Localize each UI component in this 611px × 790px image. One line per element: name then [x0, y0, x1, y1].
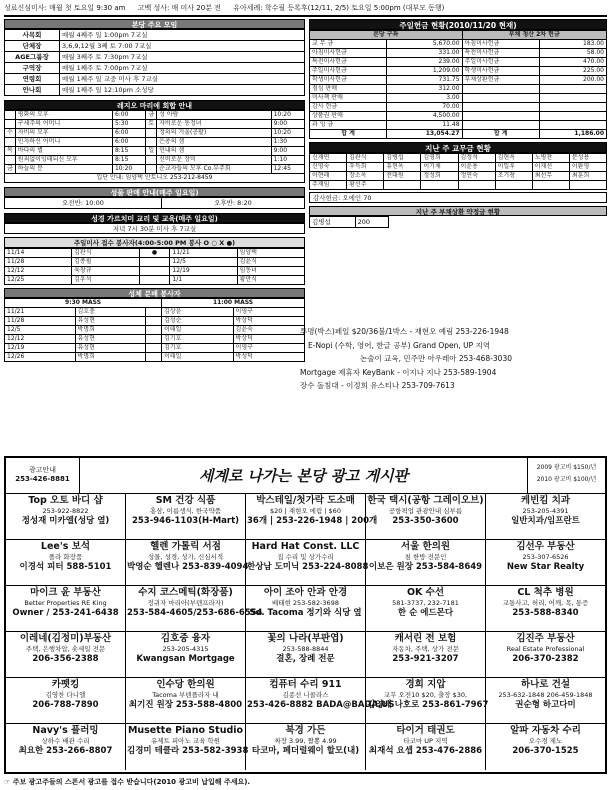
ad-card	[6, 678, 126, 724]
table-row: 12/26 박명희 이태일 박성덕	[5, 353, 305, 362]
ad-subtitle: 253-205-4315	[162, 645, 209, 653]
ad-subtitle: Tacoma 부텐플라자 내	[152, 691, 219, 699]
ad-contact: 253-921-3207	[392, 654, 459, 664]
table-row: 감사 헌금 70.00	[310, 103, 607, 112]
sunday-duty-table	[4, 248, 305, 285]
ad-card	[486, 724, 605, 770]
right-column	[309, 19, 607, 228]
ad-subtitle: 성물, 성경, 성가, 신심서적	[147, 553, 224, 561]
ad-subtitle: 253-922-8822	[42, 507, 89, 515]
ads-info-line: 투명(박스)페일 $20/36불/1박스 - 재현오 예림 253-226-1948	[300, 327, 509, 336]
ad-subtitle: 집 수리 및 상가수리	[277, 553, 334, 561]
ad-card	[246, 494, 378, 540]
ad-contact: 결혼, 장례 전문	[276, 654, 335, 664]
table-row: 11/28 김종필 12/5 김윤식	[5, 258, 305, 267]
ad-subtitle: 교통사고, 허리, 어깨, 목, 통증	[502, 599, 589, 607]
table-row: 김병섭 200	[310, 217, 389, 228]
table-row: AGE그룹장 매월 3째주 토 7:30pm 7교실	[5, 52, 305, 63]
ad-title: SM 건강 식품	[155, 495, 216, 506]
ad-subtitle: 공항픽업 관광안내 심부름	[388, 507, 463, 515]
ad-card	[6, 494, 126, 540]
table-row: 11/21 김호중 김상윤 이영구	[5, 308, 305, 317]
ad-subtitle: 김종선 니콜라스	[282, 691, 329, 699]
devotion-table	[4, 110, 305, 183]
table-row: 교 무 금 5,670.00 아침미사헌금 183.00	[310, 40, 607, 49]
ad-subtitle: 폴라 화장품	[48, 553, 83, 561]
header-item-1: 성료신심미사: 매월 첫 토요일 9:30 am	[4, 4, 126, 12]
ad-contact: New Star Realty	[506, 562, 585, 572]
ad-card	[486, 494, 605, 540]
ad-contact: 253-426-8882 BADA@BADA.US	[247, 700, 395, 710]
table-row: 금 하늘의 문 10:20 순교자들의 모후 Co.부주회 12:45	[5, 165, 305, 174]
ad-contact: 206-356-2388	[32, 654, 99, 664]
ad-card	[6, 540, 126, 586]
schedule-title: 본당 주요 모임	[4, 19, 305, 29]
ad-contact: 권순형 하고다미	[515, 700, 576, 710]
ad-title: Musette Piano Studio	[127, 725, 244, 736]
ad-card	[246, 724, 366, 770]
ad-subtitle: $20 | 재현오 에림 | $60	[270, 507, 341, 515]
table-row: 주일미사헌금 1,209.00 학생미사헌금 225.00	[310, 67, 607, 76]
left-column	[4, 19, 305, 362]
ad-contact: 한 순 에드몬다	[397, 608, 454, 618]
table-row: 신재연 김관식 김병섭 김영희 김정석 김현옥 노병찬 문성용	[310, 154, 607, 163]
ad-title: 박스테일/첫가락 도소매	[256, 495, 355, 506]
table-row: 이현래 장소옥 전대원 정성희 정연숙 조기창 최선무 최훈희	[310, 172, 607, 181]
ad-card	[486, 586, 605, 632]
ad-title: 한국 택시(공항 그레이오브)	[367, 495, 484, 506]
ad-contact: 김경미 테클라 253-582-3938	[127, 746, 249, 756]
ads-info	[300, 325, 605, 393]
ad-title: 경희 지압	[405, 679, 446, 690]
ad-subtitle: 침 한방 전문인	[404, 553, 447, 561]
ad-subtitle: 김영찬 다니엘	[45, 691, 86, 699]
ad-title: Navy's 플러밍	[32, 725, 99, 736]
donors-table	[309, 153, 607, 190]
ad-contact: 일반치과/임프란트	[511, 516, 580, 526]
ad-contact: 김영배 나호로 253-861-7967	[367, 700, 489, 710]
lectio-title: 성경 가르치미 교리 및 교육(매주 일요일)	[4, 213, 305, 223]
ad-card	[246, 632, 366, 678]
header-item-3: 유아세례: 학수필 등록후(12/11, 2/5) 토요일 5:00pm (대부모 동행)	[233, 4, 445, 12]
ad-contact: Kwangsan Mortgage	[136, 654, 235, 664]
ad-title: 꽃의 나라(부판엽)	[267, 633, 344, 644]
ad-card	[126, 724, 249, 770]
table-row: 점심 판매 312.00	[310, 85, 607, 94]
ad-contact: 이보은 원장 253-584-8649	[368, 562, 483, 572]
ad-title: 하나로 건설	[520, 679, 571, 690]
office-title: 성물 판매 안내(매주 일요일)	[4, 187, 305, 197]
table-row: 12/25 김우석 1/1 황만식	[5, 276, 305, 285]
ad-card	[126, 494, 246, 540]
ad-contact: 253-350-3600	[392, 516, 459, 526]
ad-title: 카펫킹	[51, 679, 80, 690]
ad-contact: 한상남 도미닉 253-224-8088	[247, 562, 369, 572]
ad-title: 아이 조아 안과 안경	[263, 587, 348, 598]
ad-contact: Owner / 253-241-6438	[12, 608, 119, 618]
ad-card	[486, 678, 605, 724]
table-row: 상품권 판매 4,500.00	[310, 112, 607, 121]
office-close: 오후반: 8:20	[161, 198, 304, 209]
table-row: 12/12 육창규 12/19 임동녀	[5, 267, 305, 276]
table-row: 미사책 판매 3.00	[310, 94, 607, 103]
ad-subtitle: 유제트 피아노 교육 학원	[151, 737, 220, 745]
ad-card	[6, 632, 126, 678]
ad-card	[126, 632, 246, 678]
ad-card	[366, 494, 486, 540]
ad-contact: 박영순 헬렌나 253-839-4094	[127, 562, 249, 572]
ad-card	[126, 586, 263, 632]
ad-contact: 최재석 요셉 253-476-2886	[368, 746, 483, 756]
altar-table: 9:30 MASS 11:00 MASS 11/21 김호중 김상윤 이영구 11/28 유성현 김성순 박상덕 12/5 박명희 이태일 김윤숙 12/12 유성현 김기호 박상덕 12/19 유성현 김기호 이영구 12/26 박명희 이태일 박성덕	[4, 298, 305, 362]
ad-title: 인수당 한의원	[156, 679, 215, 690]
ads-info-line: 장수 돌침대 - 이정희 유스티나 253-709-7613	[300, 381, 455, 390]
altar-title: 성체 분배 봉사자	[4, 288, 305, 298]
ad-subtitle: 교무 오전10 $20, 출장 $30,	[383, 691, 468, 699]
ad-card	[486, 540, 605, 586]
header-item-2: 고백 성사: 매 미사 20분 전	[137, 4, 221, 12]
ad-contact: 206-370-2382	[512, 654, 579, 664]
table-row: 주재임 황선주	[310, 181, 607, 190]
ad-contact: 최요한 253-266-8807	[18, 746, 113, 756]
ad-card	[6, 724, 126, 770]
ad-title: 케빈킴 치과	[520, 495, 571, 506]
table-row: 학생미사헌금 731.75 부채상환헌금 200.00	[310, 76, 607, 85]
ad-contact: 253-584-4605/253-686-6554	[127, 608, 263, 618]
ad-title: 마이크 윤 부동산	[30, 587, 101, 598]
ad-subtitle: 581-3737, 232-7181	[392, 599, 459, 607]
table-row: 평화의 모후 6:00 금 성 아람 10:20	[5, 111, 305, 120]
ad-subtitle: 짜장 3.99, 짬뽕 4.99	[274, 737, 337, 745]
ad-subtitle: 정귀자 마리아(부텐프라자)	[147, 599, 224, 607]
finance-total-row: 합 계 13,054.27 합 계 1,186.00	[310, 130, 607, 139]
ad-title: Hard Hat Const. LLC	[251, 541, 360, 552]
devotion-note: 입단 안내: 임양택 안토니오 253-212-8459	[5, 174, 305, 183]
table-row: 11/28 유성현 김성순 박상덕	[5, 317, 305, 326]
ad-title: 타이거 태권도	[396, 725, 455, 736]
ads-info-line: 논술이 교육, 민주만 아우레아 253-468-3030	[360, 354, 512, 363]
ad-title: 김선우 부동산	[516, 541, 575, 552]
ad-title: 이레네(김정미)부동산	[19, 633, 112, 644]
ads-head	[6, 458, 605, 494]
ad-contact: 206-370-1525	[512, 746, 579, 756]
finance-title: 주일헌금 현황(2010/11/20 현재)	[309, 19, 607, 30]
ad-subtitle: 주택, 은행차압, 숏세일 전문	[25, 645, 106, 653]
ad-subtitle: 253-588-8844	[282, 645, 329, 653]
ad-contact: 이경석 피터 588-5101	[19, 562, 112, 572]
table-row: 사목회 매월 4째주 일 1:00pm 7교실	[5, 30, 305, 41]
finance-table: 본당 구좌 부채 청산 2차 헌금 교 무 금 5,670.00 아침미사헌금 183.00 아침미사헌금 331.00 특전미사헌금 58.00 특전미사헌금 239.00 주일미사헌금 470.00 주일미사헌금 1,209.00 학생미사헌금 225.00 학생미사헌금 731.75 부채상환헌금 200.00 점심 판매 312.00 미사책 판매 3.00 감사 헌금 70.00 상품권 판매 4,500.00 과 잉 금 11.48 합 계 13,054.27 합 계 1,186.00	[309, 30, 607, 139]
ad-title: 캐서린 전 보험	[394, 633, 457, 644]
office-table	[4, 197, 305, 209]
ad-card	[246, 540, 369, 586]
ad-card	[246, 586, 366, 632]
table-row: 단체장 3,6,9,12월 3째 토 7:00 7교실	[5, 41, 305, 52]
ad-card	[486, 632, 605, 678]
lectio-line: 저녁 7시 30분 미사 후 7교실	[4, 223, 305, 234]
table-row: 목 바다의 별 8:15 일 인내의 샘 9:00	[5, 147, 305, 156]
ads-info-line: E-Nopi (수학, 영어, 한글 공부) Grand Open, UP 지역	[308, 340, 491, 350]
ad-title: 김호중 융자	[160, 633, 211, 644]
ad-contact: 최기진 원장 253-588-4800	[128, 700, 243, 710]
table-row: 11/14 김관식 ● 11/21 임양택	[5, 249, 305, 258]
ad-subtitle: 상하수 배관 수리	[41, 737, 90, 745]
ad-card	[366, 678, 489, 724]
ad-card	[366, 540, 486, 586]
ads-price: 2009 광고비 $150/년 2010 광고비 $100/년	[527, 458, 605, 494]
ad-title: 헬렌 가톨릭 서점	[150, 541, 221, 552]
ad-card	[126, 678, 246, 724]
ads-info-line: Mortgage 제휴자 KeyBank - 이지나 지나 253-589-1904	[300, 367, 497, 377]
table-row: 12/5 박명희 이태일 김윤숙	[5, 326, 305, 335]
table-row: 12/19 유성현 김기호 이영구	[5, 344, 305, 353]
table-row: 12/12 유성현 김기호 박상덕	[5, 335, 305, 344]
ad-contact: So. Tacoma 정기와 식당 옆	[249, 608, 362, 618]
ad-card	[6, 586, 126, 632]
ad-title: Lee's 보석	[40, 541, 91, 552]
ad-subtitle: 배태현 253-582-3698	[272, 599, 339, 607]
ad-title: 서울 한의원	[400, 541, 451, 552]
table-row: 수 자비의 모후 6:00 정의의 거울(공팔) 10:20	[5, 129, 305, 138]
table-row: 인자하신 어머니 6:00 은총의 샘 1:30	[5, 138, 305, 147]
ad-subtitle: 오수경 제노	[528, 737, 563, 745]
ad-subtitle: Real Estate Professional	[506, 645, 585, 653]
ad-title: 컴퓨터 수리 911	[269, 679, 342, 690]
schedule-table	[4, 29, 305, 96]
ad-title: 김진주 부동산	[516, 633, 575, 644]
table-row: 아침미사헌금 331.00 특전미사헌금 58.00	[310, 49, 607, 58]
office-open: 오전반: 10:00	[5, 198, 162, 209]
ad-subtitle: 253-205-4391	[522, 507, 569, 515]
ad-card	[366, 724, 486, 770]
header-divider	[4, 15, 607, 17]
ad-subtitle: Better Properties RE King	[24, 599, 107, 607]
ad-card	[366, 586, 486, 632]
ad-contact: 253-588-8340	[512, 608, 579, 618]
table-row: 신영숙 우득희 유현옥 이기채 이윤용 이일우 이재선 이환영	[310, 163, 607, 172]
debt-table	[309, 216, 389, 228]
sunday-duty-title: 주일미사 접수 봉사자(4:00-5:00 PM 봉사 O ○ X ●)	[4, 237, 305, 248]
ad-subtitle: 자동차, 주택, 상가 전문	[392, 645, 459, 653]
ad-card	[246, 678, 395, 724]
table-row: 원죄없이잉태되신 모후 8:15 신비로운 장미 1:10	[5, 156, 305, 165]
ad-card	[126, 540, 249, 586]
table-row: 과 잉 금 11.48	[310, 121, 607, 130]
header-line	[4, 2, 607, 14]
ad-subtitle: 253-307-6526	[522, 553, 569, 561]
ad-title: OK 수선	[406, 587, 445, 598]
ad-contact: 36개 | 253-226-1948 | 200개	[247, 516, 378, 526]
ads-contact: 광고안내 253-426-8881	[6, 458, 80, 494]
ad-contact: 253-946-1103(H-Mart)	[131, 516, 240, 526]
devotion-title: 레지오 마리애 회합 안내	[4, 100, 305, 110]
footer-note: ☞ 주보 광고주들의 스폰서 광고를 접수 받습니다(2010 광고비 납입해 주세요).	[4, 778, 251, 786]
ad-title: CL 척추 병원	[517, 587, 574, 598]
donors-thanks: 감사헌금: 오에인 70	[309, 192, 607, 203]
ad-title: Top 오토 바디 샵	[28, 495, 103, 506]
ad-subtitle: 253-632-1848 206-459-1848	[498, 691, 593, 699]
debt-title: 지난 주 부채상환 약정금 현황	[309, 206, 607, 216]
table-row: 구역장 매월 1째주 토 7:00pm 7교실	[5, 63, 305, 74]
table-row: 연령회 매월 1째주 일 교중 미사 후 7교실	[5, 74, 305, 85]
ads-board	[4, 456, 607, 774]
ad-title: 수지 코스메틱(화장품)	[138, 587, 233, 598]
table-row: 안나회 매월 1째주 일 12:10pm 소성당	[5, 85, 305, 96]
ad-card	[366, 632, 486, 678]
ad-contact: 정성재 미카엘(성당 옆)	[21, 516, 110, 526]
ad-contact: 타코마, 페더럴웨이 할모(내)	[251, 746, 360, 756]
table-row: 구세주의 어머니 5:30 토 자비로운 동정녀 9:00	[5, 120, 305, 129]
donors-title: 지난 주 교무금 현황	[309, 142, 607, 153]
ad-title: 북경 가든	[285, 725, 326, 736]
ad-subtitle: 홍삼, 이름생식, 한국약품	[149, 507, 222, 515]
ads-grid	[6, 494, 605, 772]
table-row: 특전미사헌금 239.00 주일미사헌금 470.00	[310, 58, 607, 67]
ad-contact: 206-788-7890	[32, 700, 99, 710]
ad-subtitle: 타코마 UP 지역	[403, 737, 448, 745]
ads-banner: 세계로 나가는 본당 광고 게시판	[198, 467, 409, 485]
ad-title: 알파 자동차 수리	[510, 725, 581, 736]
